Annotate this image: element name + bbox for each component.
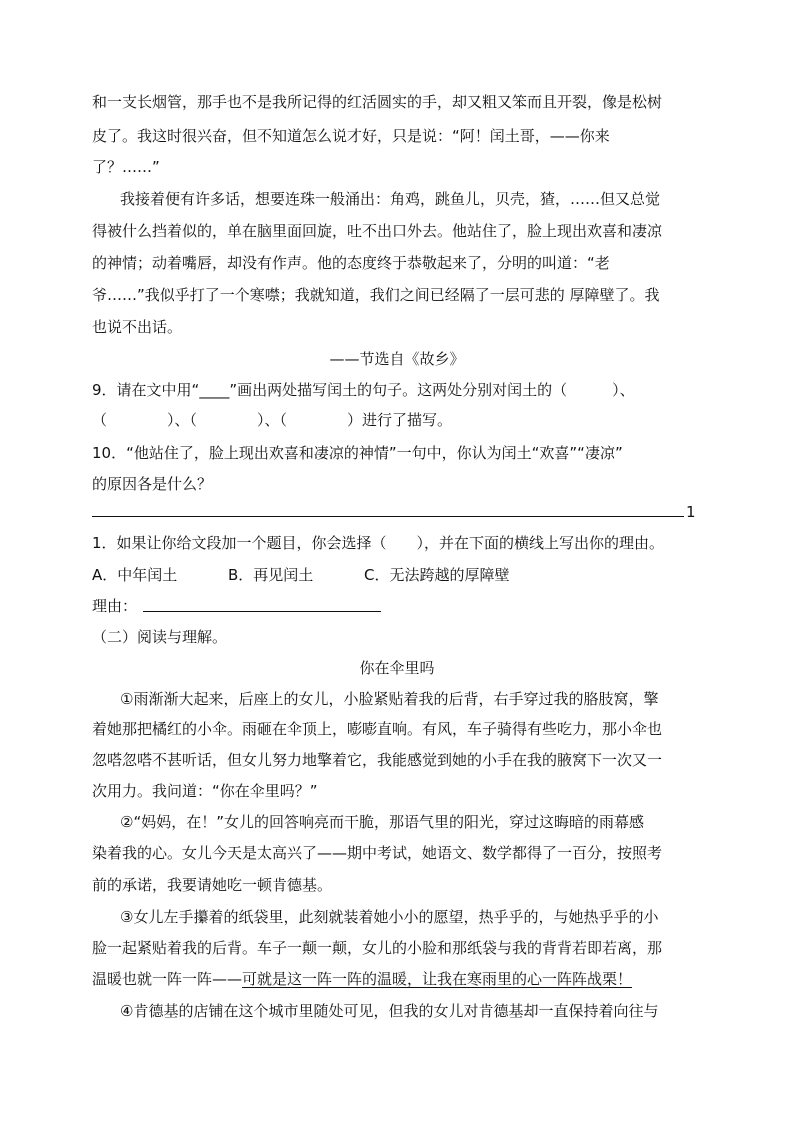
excerpt-line: 我接着便有许多话，想要连珠一般涌出：角鸡，跳鱼儿，贝壳，猹，……但又总觉 [120, 190, 661, 208]
excerpt-line: 也说不出话。 [92, 318, 183, 336]
reason-answer-line[interactable] [143, 611, 381, 612]
underlined-sentence: 可就是这一阵一阵的温暖，让我在寒雨里的心一阵阵战栗！ [242, 970, 633, 988]
excerpt-line: 和一支长烟管，那手也不是我所记得的红活圆实的手，却又粗又笨而且开裂，像是松树 [92, 93, 663, 111]
question-9-line1: 9．请在文中用“____”画出两处描写闰土的句子。这两处分别对闰土的（ ）、 [92, 381, 635, 399]
excerpt-line: 得被什么挡着似的，单在脑里面回旋，吐不出口外去。他站住了，脸上现出欢喜和凄凉 [92, 222, 663, 240]
paragraph-4-line: ④肯德基的店铺在这个城市里随处可见，但我的女儿对肯德基却一直保持着向往与 [120, 1002, 659, 1020]
option-c: C．无法跨越的厚障壁 [364, 566, 510, 584]
excerpt-line: 爷……”我似乎打了一个寒噤；我就知道，我们之间已经隔了一层可悲的 厚障壁了。我 [92, 286, 660, 304]
article-title: 你在伞里吗 [359, 659, 435, 677]
paragraph-2-line: 染着我的心。女儿今天是太高兴了——期中考试，她语文、数学都得了一百分，按照考 [92, 844, 663, 862]
question-10-line2: 的原因各是什么？ [92, 475, 213, 493]
paragraph-1-line: ①雨渐渐大起来，后座上的女儿，小脸紧贴着我的后背，右手穿过我的胳肢窝，擎 [120, 690, 659, 708]
paragraph-1-line: 次用力。我问道：“你在伞里吗？” [92, 782, 318, 800]
excerpt-line: 皮了。我这时很兴奋，但不知道怎么说才好，只是说：“阿！闰土哥，——你来 [92, 127, 610, 145]
paragraph-1-line: 着她那把橘红的小伞。雨砸在伞顶上，嘭嘭直响。有风，车子骑得有些吃力，那小伞也 [92, 720, 663, 738]
excerpt-line: 了？……” [92, 158, 160, 176]
paragraph-3-line [92, 969, 632, 989]
paragraph-2-line: ②“妈妈，在！”女儿的回答响亮而干脆，那语气里的阳光，穿过这晦暗的雨幕感 [120, 813, 644, 831]
excerpt-source: ——节选自《故乡》 [329, 350, 465, 368]
question-9-line2: （ ）、（ ）、（ ）进行了描写。 [92, 411, 453, 429]
paragraph-3-line: 脸一起紧贴着我的后背。车子一颠一颠，女儿的小脸和那纸袋与我的背背若即若离，那 [92, 939, 663, 957]
answer-line[interactable] [92, 516, 684, 517]
section-2-heading: （二）阅读与理解。 [92, 628, 228, 646]
question-10-line1: 10．“他站住了，脸上现出欢喜和凄凉的神情”一句中，你认为闰土“欢喜”“凄凉” [92, 444, 623, 462]
paragraph-3-line: ③女儿左手攥着的纸袋里，此刻就装着她小小的愿望，热乎乎的，与她热乎乎的小 [120, 908, 659, 926]
page-marker: 1 [686, 503, 696, 521]
reason-label: 理由： [92, 597, 138, 615]
paragraph-2-line: 前的承诺，我要请她吃一顿肯德基。 [92, 876, 333, 894]
paragraph-1-line: 忽嗒忽嗒不甚听话，但女儿努力地擎着它，我能感觉到她的小手在我的腋窝下一次又一 [92, 751, 663, 769]
option-b: B．再见闰土 [228, 566, 314, 584]
paragraph-3-text: 温暖也就一阵一阵—— [92, 970, 243, 988]
excerpt-line: 的神情；动着嘴唇，却没有作声。他的态度终于恭敬起来了，分明的叫道：“老 [92, 254, 610, 272]
option-a: A．中年闰土 [92, 566, 178, 584]
question-title-choice: 1．如果让你给文段加一个题目，你会选择（ ），并在下面的横线上写出你的理由。 [92, 534, 665, 552]
